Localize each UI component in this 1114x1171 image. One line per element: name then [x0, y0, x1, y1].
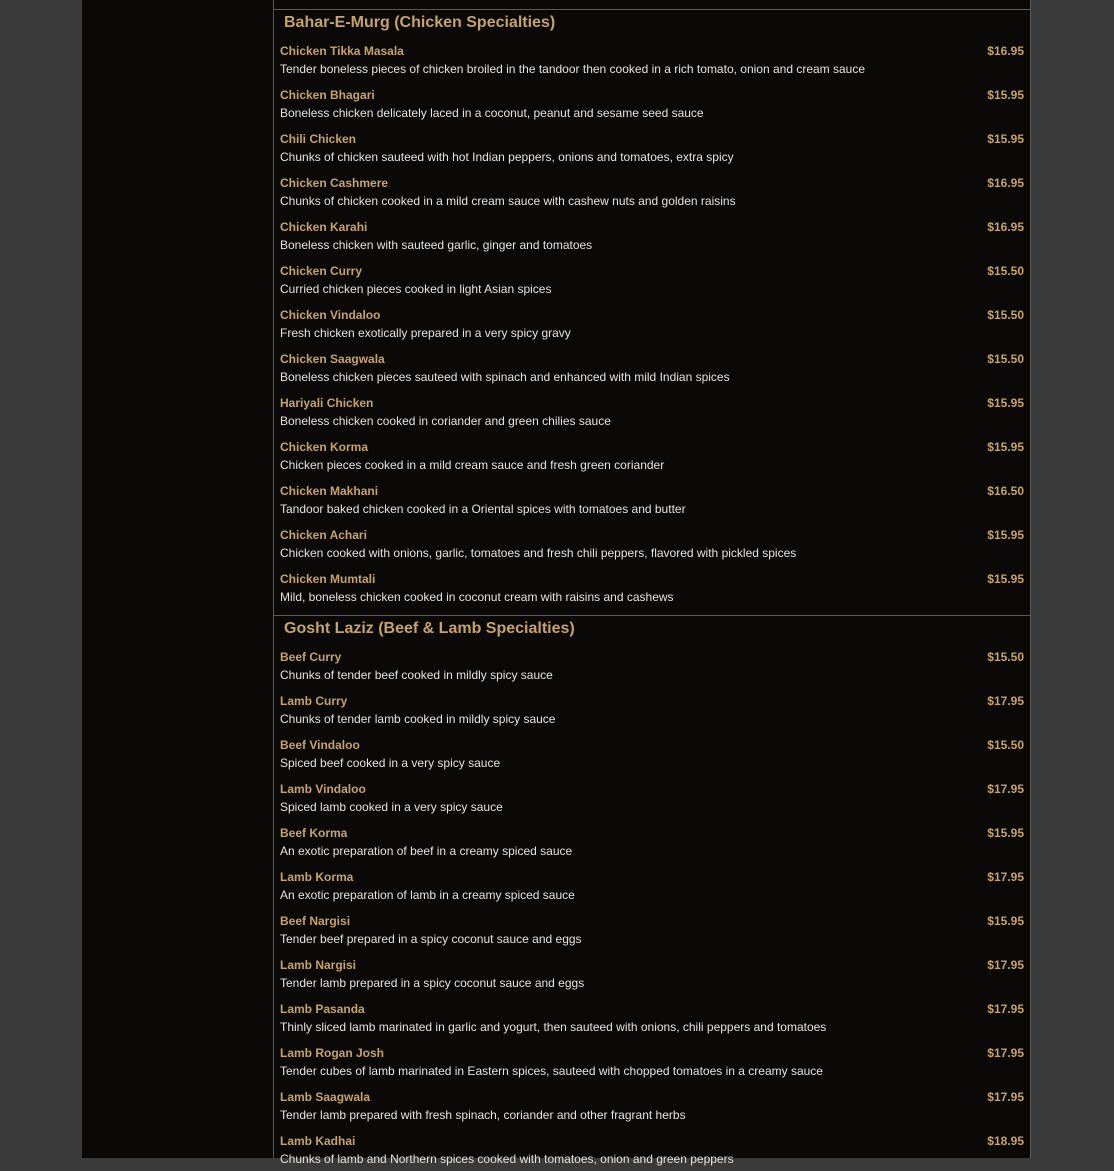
menu-item-description: Tender lamb prepared with fresh spinach, coriander and other fragrant herbs: [280, 1108, 686, 1122]
menu-item-description: Curried chicken pieces cooked in light Asian spices: [280, 282, 552, 296]
menu-item-description: Tender beef prepared in a spicy coconut sauce and eggs: [280, 932, 582, 946]
menu-item-name: Chili Chicken: [280, 132, 357, 146]
menu-item-description: Boneless chicken pieces sauteed with spinach and enhanced with mild Indian spices: [280, 370, 730, 384]
menu-item: [274, 125, 1030, 169]
menu-item: [274, 775, 1030, 819]
menu-item-description: Chunks of tender beef cooked in mildly spicy sauce: [280, 668, 553, 682]
menu-item-name: Chicken Karahi: [280, 220, 368, 234]
menu-item-price: $15.50: [987, 650, 1024, 664]
menu-item-price: $15.95: [987, 914, 1024, 928]
menu-item-price: $17.95: [987, 694, 1024, 708]
menu-item: [274, 257, 1030, 301]
menu-item-description: Thinly sliced lamb marinated in garlic and yogurt, then sauteed with onions, chili peppers and tomatoes: [280, 1020, 827, 1034]
menu-item: [274, 863, 1030, 907]
menu-item: [274, 951, 1030, 995]
menu-item-price: $15.95: [987, 132, 1024, 146]
menu-item-description: Spiced beef cooked in a very spicy sauce: [280, 756, 501, 770]
menu-item-price: $17.95: [987, 1002, 1024, 1016]
menu-item-description: Tandoor baked chicken cooked in a Oriental spices with tomatoes and butter: [280, 502, 686, 516]
menu-item-price: $15.50: [987, 308, 1024, 322]
menu-item-price: $15.95: [987, 396, 1024, 410]
menu-item-description: Fresh chicken exotically prepared in a very spicy gravy: [280, 326, 571, 340]
menu-item-name: Chicken Mumtali: [280, 572, 376, 586]
menu-item: [274, 1083, 1030, 1127]
menu-item: [274, 819, 1030, 863]
menu-item-name: Hariyali Chicken: [280, 396, 374, 410]
menu-sections: [274, 10, 1030, 1171]
section-title: Bahar-E-Murg (Chicken Specialties): [284, 14, 556, 31]
menu-item-name: Lamb Pasanda: [280, 1002, 365, 1016]
menu-item: [274, 477, 1030, 521]
menu-item-name: Lamb Nargisi: [280, 958, 357, 972]
menu-item-description: Chicken cooked with onions, garlic, tomatoes and fresh chili peppers, flavored with pickled spices: [280, 546, 797, 560]
menu-item-price: $17.95: [987, 1046, 1024, 1060]
menu-item: [274, 687, 1030, 731]
menu-item: [274, 1039, 1030, 1083]
menu-item-list: [274, 643, 1030, 1171]
menu-item-description: Tender cubes of lamb marinated in Eastern spices, sauteed with chopped tomatoes in a creamy sauce: [280, 1064, 823, 1078]
menu-item-description: Chunks of chicken cooked in a mild cream sauce with cashew nuts and golden raisins: [280, 194, 736, 208]
menu-item: [274, 301, 1030, 345]
menu-item: [274, 81, 1030, 125]
menu-item: [274, 907, 1030, 951]
menu-item-price: $17.95: [987, 1090, 1024, 1104]
menu-item-description: Mild, boneless chicken cooked in coconut cream with raisins and cashews: [280, 590, 674, 604]
menu-item-name: Chicken Vindaloo: [280, 308, 381, 322]
menu-item-description: An exotic preparation of lamb in a creamy spiced sauce: [280, 888, 575, 902]
menu-item-description: Chicken pieces cooked in a mild cream sauce and fresh green coriander: [280, 458, 665, 472]
menu-item-name: Lamb Rogan Josh: [280, 1046, 385, 1060]
menu-item-list: [274, 37, 1030, 609]
menu-item-description: Chunks of chicken sauteed with hot Indian peppers, onions and tomatoes, extra spicy: [280, 150, 734, 164]
left-sidebar: [82, 0, 273, 1158]
menu-item-price: $16.95: [987, 176, 1024, 190]
menu-item: [274, 643, 1030, 687]
menu-item-price: $15.95: [987, 826, 1024, 840]
menu-item-description: Boneless chicken with sauteed garlic, ginger and tomatoes: [280, 238, 593, 252]
menu-item-name: Chicken Curry: [280, 264, 363, 278]
menu-item-price: $15.95: [987, 88, 1024, 102]
menu-item-name: Beef Nargisi: [280, 914, 351, 928]
menu-item: [274, 169, 1030, 213]
menu-item: [274, 731, 1030, 775]
menu-item-description: Tender lamb prepared in a spicy coconut sauce and eggs: [280, 976, 585, 990]
menu-item-price: $16.95: [987, 44, 1024, 58]
menu-section: [274, 10, 1030, 616]
menu-item: [274, 433, 1030, 477]
menu-content: [273, 0, 1031, 1166]
menu-item-price: $17.95: [987, 870, 1024, 884]
menu-item-description: Spiced lamb cooked in a very spicy sauce: [280, 800, 503, 814]
menu-item: [274, 521, 1030, 565]
menu-item: [274, 345, 1030, 389]
menu-item-name: Lamb Curry: [280, 694, 348, 708]
menu-item-name: Chicken Saagwala: [280, 352, 385, 366]
menu-item-price: $16.50: [987, 484, 1024, 498]
menu-item-name: Beef Curry: [280, 650, 342, 664]
menu-section: [274, 616, 1030, 1171]
menu-item: [274, 565, 1030, 609]
menu-item-name: Lamb Kadhai: [280, 1134, 356, 1148]
menu-item: [274, 37, 1030, 81]
menu-item-description: Chunks of tender lamb cooked in mildly spicy sauce: [280, 712, 556, 726]
menu-item-name: Lamb Korma: [280, 870, 354, 884]
menu-item-name: Beef Korma: [280, 826, 348, 840]
menu-item-price: $17.95: [987, 782, 1024, 796]
menu-item-name: Chicken Tikka Masala: [280, 44, 404, 58]
menu-item: [274, 389, 1030, 433]
menu-item-price: $15.95: [987, 572, 1024, 586]
menu-item-description: Boneless chicken cooked in coriander and green chilies sauce: [280, 414, 611, 428]
section-title: Gosht Laziz (Beef & Lamb Specialties): [284, 620, 575, 637]
menu-item-name: Chicken Bhagari: [280, 88, 375, 102]
menu-item-description: Boneless chicken delicately laced in a coconut, peanut and sesame seed sauce: [280, 106, 704, 120]
menu-item-description: Chunks of lamb and Northern spices cooked with tomatoes, onion and green peppers: [280, 1152, 734, 1166]
menu-item: [274, 995, 1030, 1039]
menu-item-price: $16.95: [987, 220, 1024, 234]
menu-item: [274, 1127, 1030, 1171]
menu-item: [274, 213, 1030, 257]
menu-item-description: An exotic preparation of beef in a creamy spiced sauce: [280, 844, 573, 858]
menu-item-name: Chicken Cashmere: [280, 176, 389, 190]
menu-item-price: $15.95: [987, 528, 1024, 542]
menu-item-price: $17.95: [987, 958, 1024, 972]
menu-item-name: Beef Vindaloo: [280, 738, 360, 752]
menu-item-name: Lamb Vindaloo: [280, 782, 366, 796]
menu-item-name: Chicken Makhani: [280, 484, 379, 498]
menu-item-name: Lamb Saagwala: [280, 1090, 371, 1104]
menu-item-price: $15.50: [987, 738, 1024, 752]
menu-item-name: Chicken Korma: [280, 440, 369, 454]
top-divider: [274, 0, 1030, 10]
menu-item-description: Tender boneless pieces of chicken broiled in the tandoor then cooked in a rich tomato, onion and cream sauce: [280, 62, 866, 76]
menu-item-price: $15.95: [987, 440, 1024, 454]
menu-item-price: $15.50: [987, 352, 1024, 366]
menu-item-price: $18.95: [987, 1134, 1024, 1148]
menu-item-price: $15.50: [987, 264, 1024, 278]
menu-item-name: Chicken Achari: [280, 528, 367, 542]
